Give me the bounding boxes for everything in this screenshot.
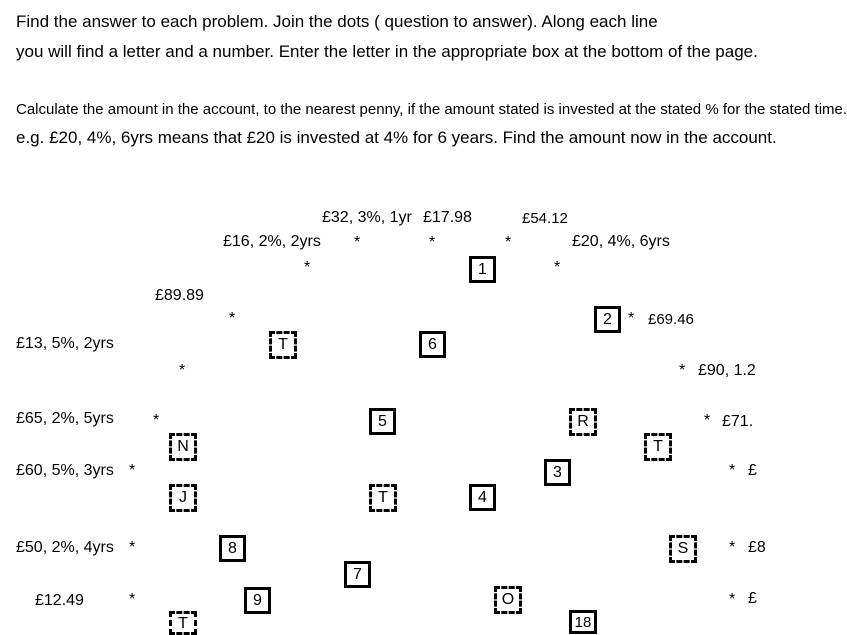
answer-label: £69.46: [648, 311, 694, 328]
question-label: £20, 4%, 6yrs: [572, 233, 670, 250]
answer-label: £12.49: [35, 592, 84, 609]
number-box: 4: [469, 484, 496, 511]
dot[interactable]: *: [554, 259, 561, 276]
question-label: £50, 2%, 4yrs: [16, 539, 114, 556]
answer-label: £89.89: [155, 287, 204, 304]
dot[interactable]: *: [628, 310, 635, 327]
number-box: 6: [419, 331, 446, 358]
question-label: £16, 2%, 2yrs: [223, 233, 321, 250]
number-box: 7: [344, 561, 371, 588]
number-box: 2: [594, 306, 621, 333]
question-label: £60, 5%, 3yrs: [16, 462, 114, 479]
letter-box: T: [369, 484, 397, 512]
letter-box: O: [494, 586, 522, 614]
instruction-line-2: you will find a letter and a number. Enter the letter in the appropriate box at the bottom of the page.: [16, 42, 758, 61]
number-box: 5: [369, 408, 396, 435]
answer-label: £: [748, 462, 757, 479]
letter-box: J: [169, 484, 197, 512]
dot[interactable]: *: [304, 259, 311, 276]
dot[interactable]: *: [129, 539, 136, 556]
answer-label: £54.12: [522, 210, 568, 227]
letter-box: T: [269, 331, 297, 359]
letter-box: T: [169, 611, 197, 635]
instruction-line-1: Find the answer to each problem. Join the dots ( question to answer). Along each line: [16, 12, 658, 31]
number-box: 9: [244, 587, 271, 614]
dot[interactable]: *: [179, 362, 186, 379]
question-label: £32, 3%, 1yr: [322, 209, 412, 226]
dot[interactable]: *: [429, 234, 436, 251]
letter-box: T: [644, 433, 672, 461]
instruction-line-3: Calculate the amount in the account, to the nearest penny, if the amount stated is invested at the stated % for the stated time.: [16, 101, 847, 118]
answer-label: £71.: [722, 413, 754, 430]
number-box: 18: [569, 610, 597, 634]
number-box: 8: [219, 535, 246, 562]
dot[interactable]: *: [704, 412, 711, 429]
letter-box: S: [669, 535, 697, 563]
answer-label: £17.98: [423, 209, 472, 226]
dot[interactable]: *: [729, 462, 736, 479]
dot[interactable]: *: [129, 462, 136, 479]
letter-box: R: [569, 408, 597, 436]
dot[interactable]: *: [354, 234, 361, 251]
dot[interactable]: *: [505, 234, 512, 251]
question-label: £90, 1.2: [698, 362, 756, 379]
answer-label: £8: [748, 539, 766, 556]
dot[interactable]: *: [129, 591, 136, 608]
question-label: £13, 5%, 2yrs: [16, 335, 114, 352]
dot[interactable]: *: [729, 539, 736, 556]
dot[interactable]: *: [153, 412, 160, 429]
dot[interactable]: *: [729, 591, 736, 608]
number-box: 1: [469, 256, 496, 283]
dot[interactable]: *: [229, 310, 236, 327]
answer-label: £: [748, 590, 757, 607]
dot[interactable]: *: [679, 362, 686, 379]
instruction-example: e.g. £20, 4%, 6yrs means that £20 is invested at 4% for 6 years. Find the amount now in the account.: [16, 128, 777, 147]
number-box: 3: [544, 459, 571, 486]
question-label: £65, 2%, 5yrs: [16, 410, 114, 427]
letter-box: N: [169, 433, 197, 461]
